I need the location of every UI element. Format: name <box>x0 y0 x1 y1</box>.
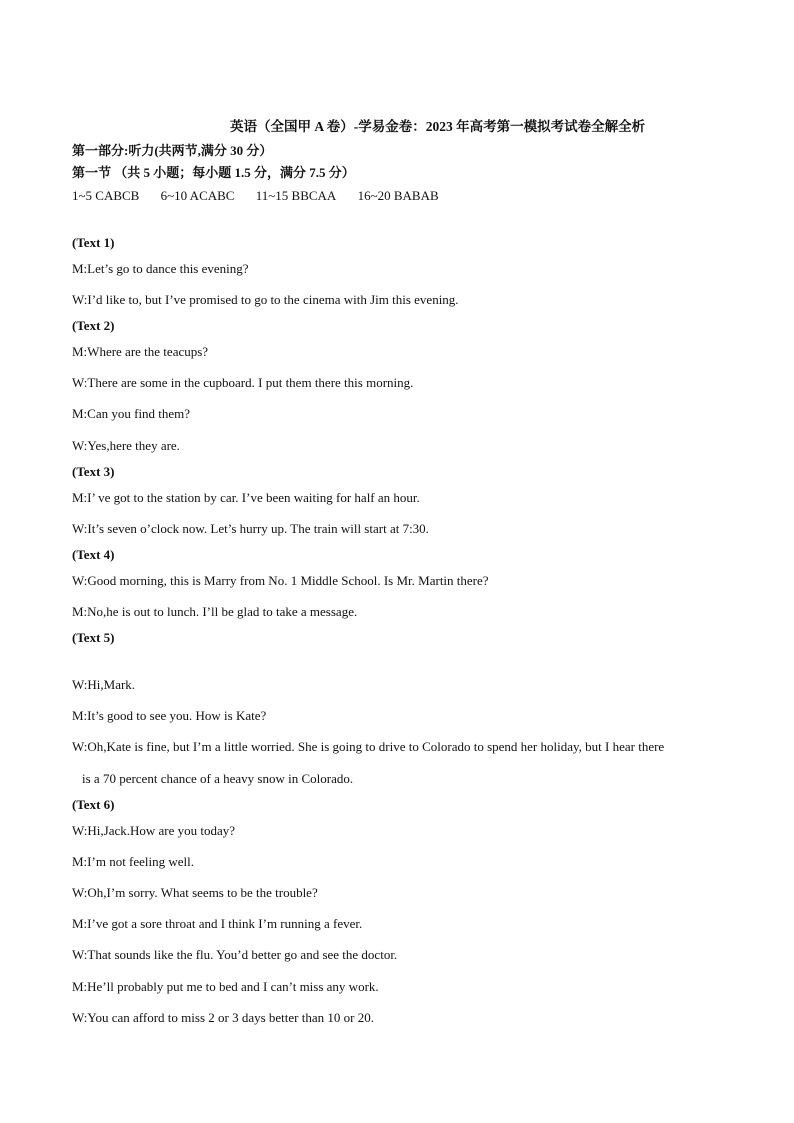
dialogue-line: W:That sounds like the flu. You’d better go and see the doctor. <box>72 947 398 962</box>
dialogue-line: W:Oh,Kate is fine, but I’m a little worried. She is going to drive to Colorado to spend her holiday, but I hear there <box>72 739 665 754</box>
dialogue-line: M:Can you find them? <box>72 406 191 421</box>
section-heading: 第一节 （共 5 小题；每小题 1.5 分，满分 7.5 分） <box>72 165 355 180</box>
dialogue-line-continued: is a 70 percent chance of a heavy snow in Colorado. <box>82 771 354 786</box>
text-label: (Text 3) <box>72 464 115 479</box>
page-title: 英语（全国甲 A 卷）-学易金卷：2023 年高考第一模拟考试卷全解全析 <box>230 119 646 134</box>
dialogue-line: M:He’ll probably put me to bed and I can’t miss any work. <box>72 979 379 994</box>
answer-key <box>72 188 457 204</box>
dialogue-line: W:I’d like to, but I’ve promised to go to the cinema with Jim this evening. <box>72 292 459 307</box>
dialogue-line: M:I’ve got a sore throat and I think I’m running a fever. <box>72 916 363 931</box>
dialogue-line: W:It’s seven o’clock now. Let’s hurry up. The train will start at 7:30. <box>72 521 429 536</box>
part-heading: 第一部分:听力(共两节,满分 30 分） <box>72 143 273 158</box>
answer-group: 16~20 BABAB <box>357 188 439 203</box>
text-label: (Text 2) <box>72 318 115 333</box>
dialogue-line: M:Let’s go to dance this evening? <box>72 261 249 276</box>
dialogue-line: M:I’m not feeling well. <box>72 854 195 869</box>
dialogue-line: W:There are some in the cupboard. I put them there this morning. <box>72 375 414 390</box>
dialogue-line: M:I’ ve got to the station by car. I’ve been waiting for half an hour. <box>72 490 420 505</box>
dialogue-line: W:Hi,Jack.How are you today? <box>72 823 236 838</box>
dialogue-line: W:Hi,Mark. <box>72 677 136 692</box>
dialogue-line: W:You can afford to miss 2 or 3 days better than 10 or 20. <box>72 1010 374 1025</box>
answer-group: 6~10 ACABC <box>160 188 235 203</box>
dialogue-line: W:Yes,here they are. <box>72 438 180 453</box>
dialogue-line: M:It’s good to see you. How is Kate? <box>72 708 267 723</box>
text-label: (Text 1) <box>72 235 115 250</box>
text-label: (Text 4) <box>72 547 115 562</box>
text-label: (Text 6) <box>72 797 115 812</box>
text-label: (Text 5) <box>72 630 115 645</box>
dialogue-line: M:No,he is out to lunch. I’ll be glad to take a message. <box>72 604 358 619</box>
answer-group: 11~15 BBCAA <box>255 188 337 203</box>
answer-group: 1~5 CABCB <box>72 188 140 203</box>
dialogue-line: W:Oh,I’m sorry. What seems to be the trouble? <box>72 885 318 900</box>
dialogue-line: M:Where are the teacups? <box>72 344 209 359</box>
dialogue-line: W:Good morning, this is Marry from No. 1 Middle School. Is Mr. Martin there? <box>72 573 489 588</box>
